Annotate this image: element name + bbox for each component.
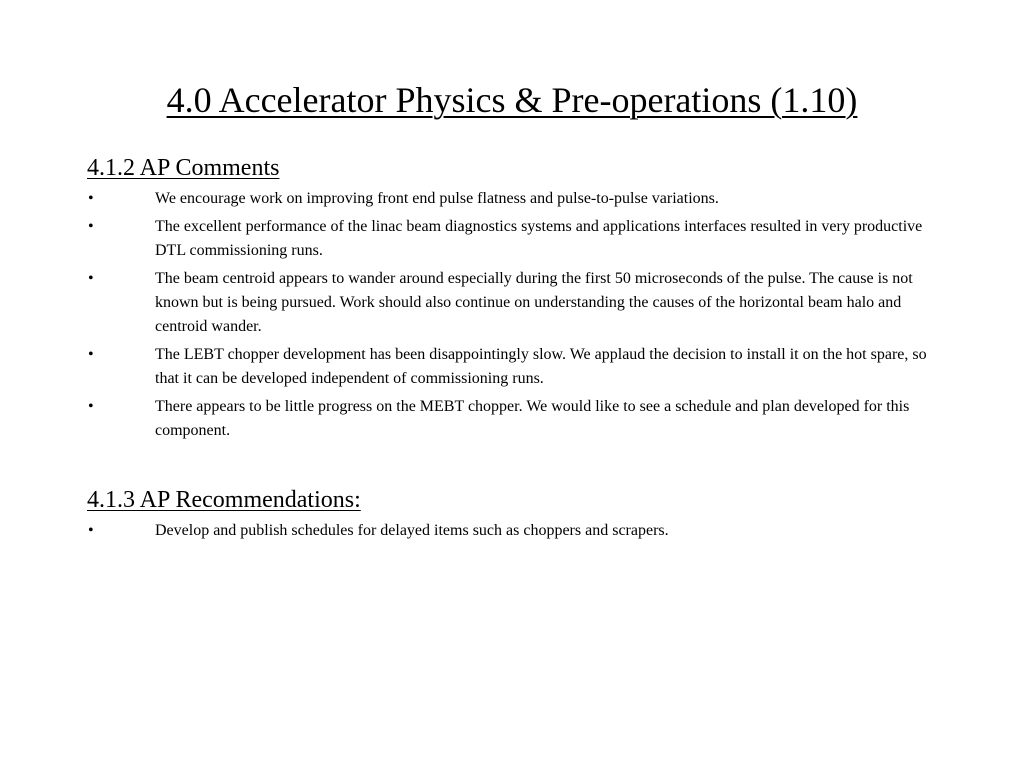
bullet-item xyxy=(87,187,947,211)
bullet-item xyxy=(87,519,947,543)
bullet-item xyxy=(87,343,947,391)
bullet-icon: • xyxy=(88,190,94,207)
bullet-icon: • xyxy=(88,218,94,235)
bullet-text: We encourage work on improving front end pulse flatness and pulse-to-pulse variations. xyxy=(155,190,719,207)
bullet-item xyxy=(87,395,947,443)
bullet-list xyxy=(87,519,947,543)
bullet-text: The LEBT chopper development has been disappointingly slow. We applaud the decision to install it on the hot spare, so that it can be developed independent of commissioning runs. xyxy=(155,346,927,387)
bullet-icon: • xyxy=(88,522,94,539)
bullet-text: The excellent performance of the linac beam diagnostics systems and applications interfaces resulted in very productive DTL commissioning runs. xyxy=(155,218,923,259)
bullet-text: The beam centroid appears to wander around especially during the first 50 microseconds of the pulse. The cause is not known but is being pursued. Work should also continue on understanding the causes of the horizontal beam halo and centroid wander. xyxy=(155,270,913,335)
bullet-list xyxy=(87,187,947,443)
slide-title: 4.0 Accelerator Physics & Pre-operations (1.10) xyxy=(166,80,858,120)
section-ap-comments xyxy=(87,153,947,447)
bullet-text: There appears to be little progress on the MEBT chopper. We would like to see a schedule and plan developed for this component. xyxy=(155,398,910,439)
bullet-icon: • xyxy=(88,398,94,415)
bullet-item xyxy=(87,215,947,263)
bullet-item xyxy=(87,267,947,339)
bullet-icon: • xyxy=(88,270,94,287)
section-heading: 4.1.3 AP Recommendations: xyxy=(87,487,361,513)
section-heading: 4.1.2 AP Comments xyxy=(87,155,280,181)
bullet-text: Develop and publish schedules for delayed items such as choppers and scrapers. xyxy=(155,522,669,539)
section-ap-recommendations xyxy=(87,485,947,547)
bullet-icon: • xyxy=(88,346,94,363)
